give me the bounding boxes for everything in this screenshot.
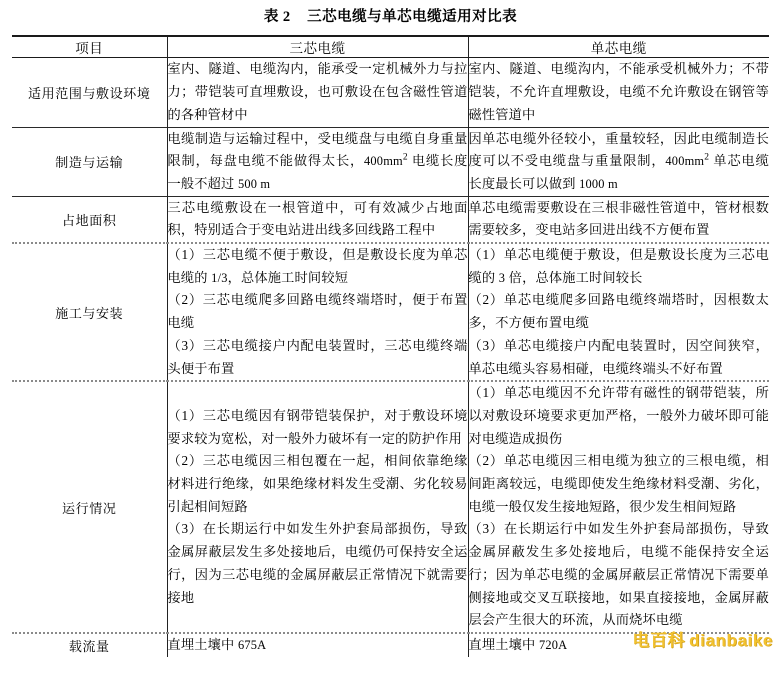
row-item-label: 占地面积 <box>62 212 117 228</box>
column-header-three-core: 三芯电缆 <box>167 36 468 58</box>
numeric-value: 500 m <box>237 176 271 191</box>
row-single-core-cell <box>468 381 769 633</box>
table-row <box>12 127 769 196</box>
cell-paragraph: （2）单芯电缆因三相电缆为独立的三根电缆，相间距离较远，电缆即使发生绝缘材料受潮、劣化，电缆一般仅发生接地短路，很少发生相间短路 <box>468 453 769 514</box>
superscript: 2 <box>402 152 408 163</box>
row-three-core-cell <box>167 633 468 657</box>
row-three-core-cell <box>167 243 468 381</box>
row-item-label: 运行情况 <box>62 500 117 516</box>
row-three-core-cell <box>167 127 468 196</box>
text-segment: 电缆长度一般不超过 <box>167 153 468 191</box>
cell-paragraph: （3）单芯电缆接户内配电装置时，因空间狭窄，单芯电缆头容易相碰，电缆终端头不好布置 <box>468 337 769 376</box>
cell-paragraph: （1）单芯电缆因不允许带有磁性的钢带铠装，所以对敷设环境要求更加严格，一般外力破坏即可能对电缆造成损伤 <box>468 385 769 446</box>
numeric-value: 400 <box>364 154 384 169</box>
current-value: 675A <box>237 637 267 652</box>
column-header-single-core: 单芯电缆 <box>468 36 769 58</box>
row-item-label: 制造与运输 <box>55 155 124 171</box>
comparison-table <box>12 35 769 656</box>
cell-paragraph: 室内、隧道、电缆沟内，能承受一定机械外力与拉力；带铠装可直埋敷设，也可敷设在包含磁性管道的各种管材中 <box>167 61 468 122</box>
cell-paragraph: （2）三芯电缆爬多回路电缆终端塔时，便于布置电缆 <box>167 292 468 331</box>
table-header-row <box>12 36 769 58</box>
row-single-core-cell <box>468 58 769 127</box>
text-segment: （1）单芯电缆便于敷设，但是敷设长度为三芯电缆的 <box>468 247 769 285</box>
row-item-label: 施工与安装 <box>55 305 124 321</box>
table-caption: 表 2 三芯电缆与单芯电缆适用对比表 <box>263 9 518 25</box>
table-row <box>12 381 769 633</box>
column-header-item: 项目 <box>75 41 104 57</box>
numeric-value: 400 <box>665 154 685 169</box>
cell-paragraph <box>469 244 770 289</box>
cell-paragraph: （3）在长期运行中如发生外护套局部损伤，导致金属屏蔽发生多处接地后，电缆不能保持安全运行；因为单芯电缆的金属屏蔽层正常情况下需要单侧接地或交叉互联接地，如果直接接地，金属屏蔽层会产生很大的环流，从而烧坏电缆 <box>468 521 769 628</box>
fraction-value: 1/3 <box>211 270 228 285</box>
unit-label: mm <box>383 154 403 169</box>
cell-paragraph: 室内、隧道、电缆沟内，不能承受机械外力；不带铠装，不允许直埋敷设，电缆不允许敷设在钢管等磁性管道中 <box>468 61 769 122</box>
current-value: 720A <box>538 637 568 652</box>
cell-paragraph <box>469 634 770 657</box>
cell-paragraph <box>168 244 468 289</box>
cell-paragraph <box>168 128 468 196</box>
table-row <box>12 633 769 657</box>
watermark-en-text: dianbaike <box>689 631 773 650</box>
text-segment: 直埋土壤中 <box>167 636 238 652</box>
row-single-core-cell <box>468 127 769 196</box>
text-segment: （1）三芯电缆不便于敷设，但是敷设长度为单芯电缆的 <box>167 247 468 285</box>
row-single-core-cell <box>468 196 769 243</box>
cell-paragraph: （3）在长期运行中如发生外护套局部损伤，导致金属屏蔽层发生多处接地后，电缆仍可保持安全运行，因为三芯电缆的金属屏蔽层正常情况下就需要接地 <box>167 521 468 605</box>
superscript: 2 <box>704 152 710 163</box>
text-segment: ，总体施工时间较短 <box>227 269 349 285</box>
cell-paragraph: （2）三芯电缆因三相包覆在一起，相间依靠绝缘材料进行绝缘，如果绝缘材料发生受潮、劣化较易引起相间短路 <box>167 453 468 514</box>
fraction-value: 3 <box>498 270 506 285</box>
row-single-core-cell <box>468 633 769 657</box>
text-segment: 电缆制造与运输过程中，受电缆盘与电缆自身重量限制，每盘电缆不能做得太长， <box>167 130 468 169</box>
table-row <box>12 196 769 243</box>
row-single-core-cell <box>468 243 769 381</box>
row-three-core-cell <box>167 58 468 127</box>
row-three-core-cell <box>167 196 468 243</box>
cell-paragraph <box>168 634 468 657</box>
table-row <box>12 58 769 127</box>
cell-paragraph: （3）三芯电缆接户内配电装置时，三芯电缆终端头便于布置 <box>167 337 468 376</box>
text-segment: 因单芯电缆外径较小，重量较轻，因此电缆制造长度可以不受电缆盘与重量限制， <box>468 130 769 169</box>
cell-paragraph: （1）三芯电缆因有钢带铠装保护，对于敷设环境要求较为宽松，对一般外力破坏有一定的防护作用 <box>167 407 468 446</box>
numeric-value: 1000 m <box>579 176 618 191</box>
cell-paragraph <box>469 128 770 196</box>
cell-paragraph: 三芯电缆敷设在一根管道中，可有效减少占地面积，特别适合于变电站进出线多回线路工程中 <box>167 199 468 238</box>
text-segment: 单芯电缆长度最长可以做到 <box>468 153 769 191</box>
text-segment: 倍，总体施工时间较长 <box>505 269 643 285</box>
row-three-core-cell <box>167 381 468 633</box>
row-item-label: 适用范围与敷设环境 <box>28 85 151 101</box>
row-item-label: 载流量 <box>68 638 110 654</box>
text-segment: 直埋土壤中 <box>468 636 539 652</box>
unit-label: mm <box>684 154 705 169</box>
cell-paragraph: （2）单芯电缆爬多回路电缆终端塔时，因根数太多，不方便布置电缆 <box>468 292 769 331</box>
watermark-cn-text: 电百科 <box>632 631 686 650</box>
table-row <box>12 243 769 381</box>
cell-paragraph: 单芯电缆需要敷设在三根非磁性管道中，管材根数需要较多，变电站多回进出线不方便布置 <box>468 199 769 238</box>
